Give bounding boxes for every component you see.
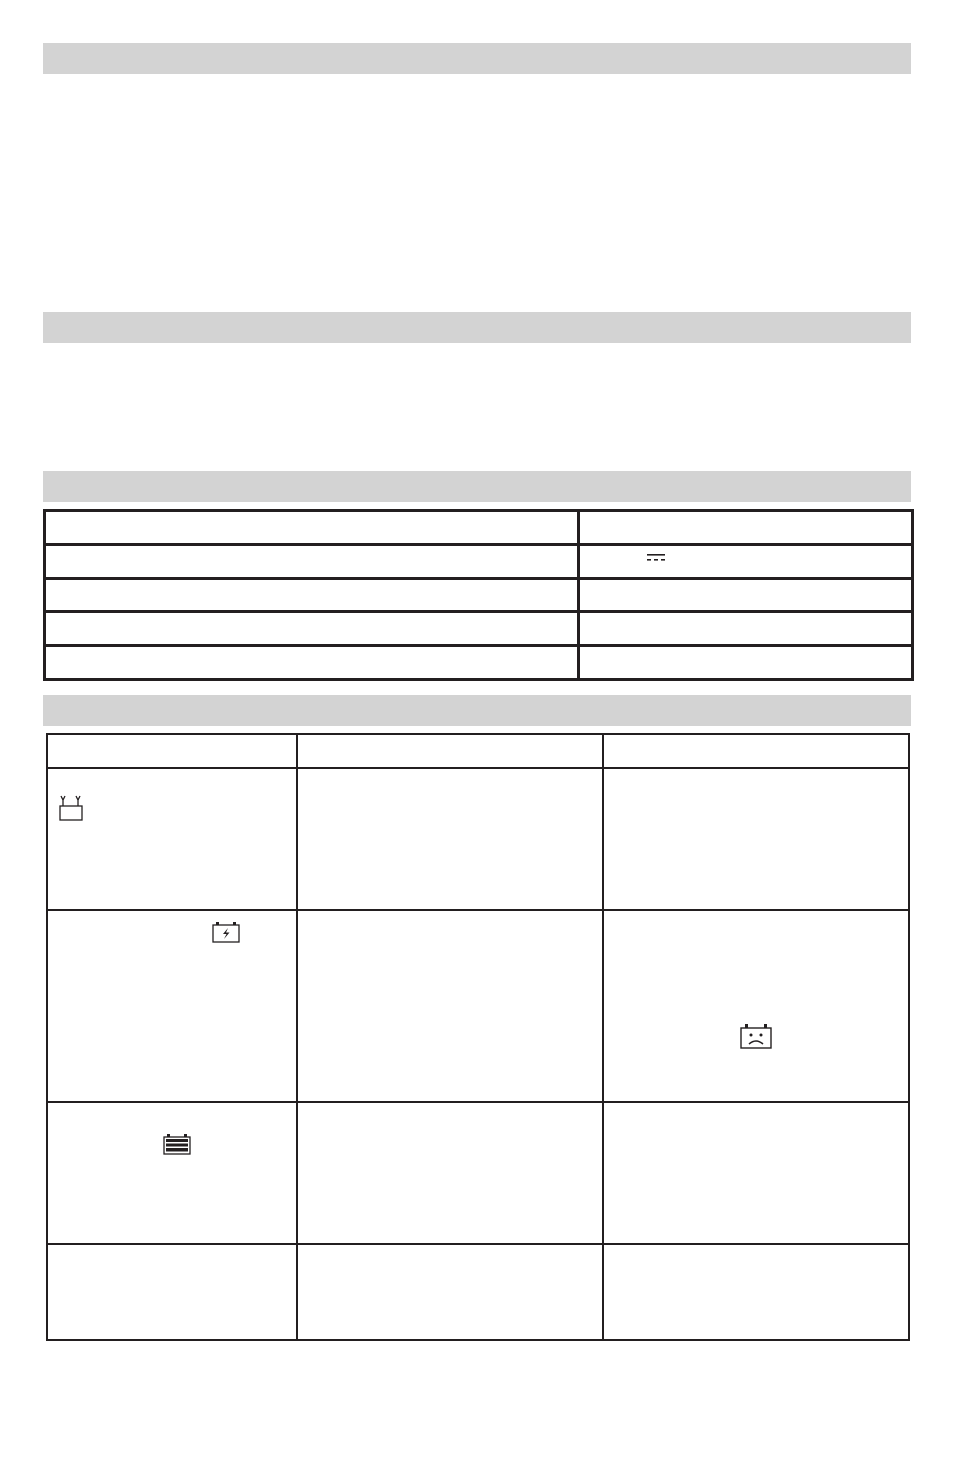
spec-value <box>579 612 913 646</box>
problem-cell <box>47 910 297 1102</box>
spec-row <box>45 578 913 612</box>
section-header-3 <box>43 471 911 502</box>
problem-text <box>47 1244 297 1340</box>
table-row <box>47 768 909 910</box>
header-cause <box>297 734 603 768</box>
spec-row <box>45 646 913 680</box>
spec-value-cell <box>579 544 913 578</box>
cause-text <box>297 768 603 910</box>
spec-label <box>45 578 579 612</box>
spec-value <box>579 511 913 545</box>
spec-label <box>45 646 579 680</box>
battery-clamps-icon <box>58 794 84 822</box>
section-title-2 <box>43 312 911 324</box>
troubleshooting-table <box>46 733 910 1341</box>
spec-row <box>45 612 913 646</box>
solution-text <box>603 768 909 910</box>
battery-charging-icon <box>212 921 240 943</box>
table-row <box>47 910 909 1102</box>
spec-label <box>45 511 579 545</box>
spec-value <box>579 646 913 680</box>
section-title-4 <box>43 695 911 707</box>
solution-cell <box>603 910 909 1102</box>
cause-text <box>297 1244 603 1340</box>
table-row <box>47 1244 909 1340</box>
spec-label <box>45 544 579 578</box>
section-header-1 <box>43 43 911 74</box>
spec-value <box>579 578 913 612</box>
section-header-4 <box>43 695 911 726</box>
table-row <box>47 1102 909 1244</box>
solution-text <box>603 1102 909 1244</box>
spec-row <box>45 544 913 578</box>
section-title-1 <box>43 43 911 55</box>
spec-label <box>45 612 579 646</box>
table-header-row <box>47 734 909 768</box>
section-header-2 <box>43 312 911 343</box>
battery-full-icon <box>163 1133 191 1155</box>
section-title-3 <box>43 471 911 483</box>
header-solution <box>603 734 909 768</box>
cause-text <box>297 910 603 1102</box>
problem-cell <box>47 1102 297 1244</box>
solution-text <box>603 1244 909 1340</box>
problem-cell <box>47 768 297 910</box>
battery-fault-icon <box>740 1023 772 1049</box>
spec-row <box>45 511 913 545</box>
dc-current-icon <box>646 553 666 563</box>
header-problem <box>47 734 297 768</box>
specifications-table <box>43 509 914 681</box>
cause-text <box>297 1102 603 1244</box>
